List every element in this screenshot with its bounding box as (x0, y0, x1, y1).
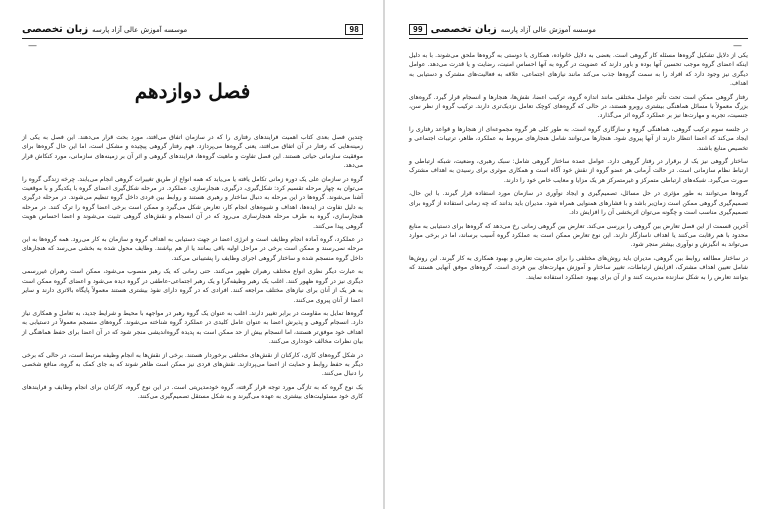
left-header-title: زبان تخصصی (22, 24, 89, 35)
right-paragraph-2: رفتار گروهی ممکن است تحت تأثیر عوامل مختلفی مانند اندازه گروه، ترکیب اعضا، نقش‌ها، هنجارها و انسجام قرار گیرد. گروه‌های بزرگ معمولاً با مسائل هماهنگی بیشتری روبرو هستند، در حالی که گروه‌های کوچک تعامل نزدیک‌تری دارند. ترکیب گروه از نظر سن، جنسیت، تجربه و مهارت‌ها نیز بر عملکرد گروه اثر می‌گذارد. (409, 93, 748, 120)
right-header-title: زبان تخصصی (430, 24, 497, 35)
left-paragraph-5: گروه‌ها تمایل به مقاومت در برابر تغییر دارند. اغلب به عنوان یک گروه رهبر در مواجهه با محیط و شرایط جدید، به تعامل و همکاری نیاز دارد. انسجام گروهی و پذیرش اعضا به عنوان عامل کلیدی در عملکرد گروه شناخته می‌شوند. گروه‌های منسجم معمولاً در دستیابی به اهداف خود موفق‌تر هستند، اما انسجام بیش از حد ممکن است به پدیده گروه‌اندیشی منجر شود که در آن اعضا برای حفظ هماهنگی از بیان نظرات مخالف خودداری می‌کنند. (22, 309, 363, 346)
right-paragraph-1: یکی از دلایل تشکیل گروه‌ها مسئله کار گروهی است. بعضی به دلایل خانواده، همکاری یا دوستی به گروه‌ها ملحق می‌شوند. با به دلیل اینکه اعضای گروه موجب تحسین آنها بوده و باور دارند که عضویت در گروه به آنها احساس امنیت، رضایت و یا قدرت می‌دهد. عوامل دیگری نیز وجود دارد که افراد را به سمت گروه‌ها جذب می‌کند مانند نیازهای اجتماعی، علاقه به فعالیت‌های مشترک و دستیابی به اهداف. (409, 52, 748, 88)
left-paragraph-6: در شکل گروه‌های کاری، کارکنان از نقش‌های مختلفی برخوردار هستند. برخی از نقش‌ها به انجام وظیفه مرتبط است، در حالی که برخی دیگر به حفظ روابط و حمایت از اعضا می‌پردازند. نقش‌های فردی نیز ممکن است ظاهر شوند که به جای کمک به گروه، منافع شخصی را دنبال می‌کنند. (22, 351, 363, 378)
left-header-marker: — (28, 41, 37, 51)
right-page (385, 0, 768, 509)
right-header-marker: — (733, 41, 742, 51)
right-header-institution-group (409, 24, 600, 35)
chapter-title: فصل دوازدهم (134, 79, 251, 103)
left-paragraph-4: به عبارت دیگر نظری انواع مختلف رهبران ظهور می‌کنند. حتی زمانی که یک رهبر منصوب می‌شود، ممکن است رهبران غیررسمی دیگری نیز در گروه ظهور کنند. اغلب یک رهبر وظیفه‌گرا و یک رهبر اجتماعی-عاطفی در گروه دیده می‌شود و اعضای گروه ممکن است به هر یک از آنان برای نیازهای مختلف مراجعه کنند. افرادی که در گروه دارای نفوذ بیشتری هستند معمولاً پایگاه بالاتری دارند و سایر اعضا از آنان پیروی می‌کنند. (22, 268, 363, 304)
right-paragraph-6: آخرین قسمت از این فصل تعارض بین گروهی را بررسی می‌کند. تعارض بین گروهی زمانی رخ می‌دهد که گروه‌ها برای دستیابی به منابع محدود با هم رقابت می‌کنند یا اهداف ناسازگار دارند. این نوع تعارض ممکن است به عملکرد گروه آسیب برساند، اما در برخی موارد می‌تواند به انگیزش و نوآوری بیشتر منجر شود. (409, 222, 748, 249)
left-header-institution: موسسه آموزش عالی آزاد پارسه (92, 25, 188, 34)
right-paragraph-3: در جلسه سوم ترکیب گروهی، هماهنگی گروه و سازگاری گروه است. به طور کلی هر گروه مجموعه‌ای از هنجارها و قواعد رفتاری را ایجاد می‌کند که اعضا انتظار دارند از آنها پیروی شود. هنجارها می‌توانند شامل هنجارهای مربوط به عملکرد، ظاهر، ترتیبات اجتماعی و تخصیص منابع باشند. (409, 125, 748, 152)
right-running-header (409, 24, 748, 39)
left-paragraph-7: یک نوع گروه که به تازگی مورد توجه قرار گرفته، گروه خودمدیریتی است. در این نوع گروه، کارکنان برای انجام وظایف و فرایندهای کاری خود مسئولیت‌های بیشتری به عهده می‌گیرند و به شکل مستقل تصمیم‌گیری می‌کنند. (22, 383, 363, 401)
left-running-header (22, 24, 363, 39)
left-paragraph-1: چندین فصل بعدی کتاب اهمیت فرایندهای رفتاری را که در سازمان اتفاق می‌افتد، مورد بحث قرار می‌دهند. این فصل به یکی از زمینه‌هایی که رفتار در آن اتفاق می‌افتد، یعنی گروه‌ها می‌پردازد. فهم رفتار گروهی پیچیده و مشکل است، اما این حال گروه‌ها برای موفقیت سازمانی حیاتی هستند. این فصل تفاوت و ماهیت گروه‌ها، فرایندهای گروهی و اثر آن بر زمینه‌های سازمانی، مورد کنکاش قرار می‌دهد. (22, 134, 363, 170)
right-header-institution: موسسه آموزش عالی آزاد پارسه (500, 25, 596, 34)
right-paragraph-4: ساختار گروهی نیز یک از برقرار در رفتار گروهی دارد. عوامل عمده ساختار گروهی شامل: سبک رهبری، وضعیت، شبکه ارتباطی و ارتباط نظام سازمانی است. در حالت آرمانی هر عضو گروه از نقش خود آگاه است و همکاری موثری برای رسیدن به اهداف مشترک صورت می‌گیرد. شبکه‌های ارتباطی متمرکز و غیرمتمرکز هر یک مزایا و معایب خاص خود را دارند. (409, 158, 748, 184)
right-page-number: 99 (409, 24, 427, 35)
left-paragraph-2: گروه در سازمان علی یک دوره زمانی تکامل یافته یا می‌یابد که همه انواع از طریق تغییرات گروهی انجام می‌یابند. چرخه زندگی گروه را می‌توان به چهار مرحله تقسیم کرد: شکل‌گیری، درگیری، هنجارسازی، عملکرد. در مرحله شکل‌گیری اعضای گروه با یکدیگر و با موقعیت آشنا می‌شوند. گروه‌ها در این مرحله به دنبال ساختار و رهبری هستند و روابط بین فردی داخل گروه تنظیم می‌شوند. در مرحله درگیری به دلیل تفاوت در ایده‌ها، اهداف و شیوه‌های انجام کار، تعارض شکل می‌گیرد و ممکن است برخی اعضا گروه را ترک کنند. در مرحله هنجارسازی، گروه به طرف مرحله هنجارسازی می‌رود که در آن انسجام و نقش‌های گروهی تثبیت می‌شوند و اعضا احساس هویت گروهی پیدا می‌کنند. (22, 175, 363, 230)
left-paragraph-3: در عملکرد، گروه آماده انجام وظایف است و انرژی اعضا در جهت دستیابی به اهداف گروه و سازمان به کار می‌رود. همه گروه‌ها به این مرحله نمی‌رسند و ممکن است برخی در مراحل اولیه باقی بمانند یا از هم بپاشند. وظایف محول شده به بخشی می‌رسد که هنجارهای داخل گروه منسجم شده و ساختار گروهی اجرای وظایف را پشتیبانی می‌کند. (22, 236, 363, 262)
left-header-institution-group (22, 24, 191, 35)
left-page (0, 0, 383, 509)
right-paragraph-5: گروه‌ها می‌توانند به طور مؤثری در حل مسائل، تصمیم‌گیری و ایجاد نوآوری در سازمان مورد استفاده قرار گیرند. با این حال، تصمیم‌گیری گروهی ممکن است زمان‌بر باشد و با فشارهای همنوایی همراه شود. مدیران باید بدانند که چه زمانی استفاده از گروه برای تصمیم‌گیری مناسب است و چگونه می‌توان اثربخشی آن را افزایش داد. (409, 190, 748, 217)
right-paragraph-7: در ساختار مطالعه روابط بین گروهی، مدیران باید روش‌های مختلفی را برای مدیریت تعارض و بهبود همکاری به کار گیرند. این روش‌ها شامل تعیین اهداف مشترک، افزایش ارتباطات، تغییر ساختار و آموزش مهارت‌های بین فردی است. گروه‌های موفق آنهایی هستند که بتوانند تعارض را به شکل سازنده مدیریت کنند و از آن برای بهبود عملکرد استفاده نمایند. (409, 254, 748, 281)
left-page-number: 98 (345, 24, 363, 35)
